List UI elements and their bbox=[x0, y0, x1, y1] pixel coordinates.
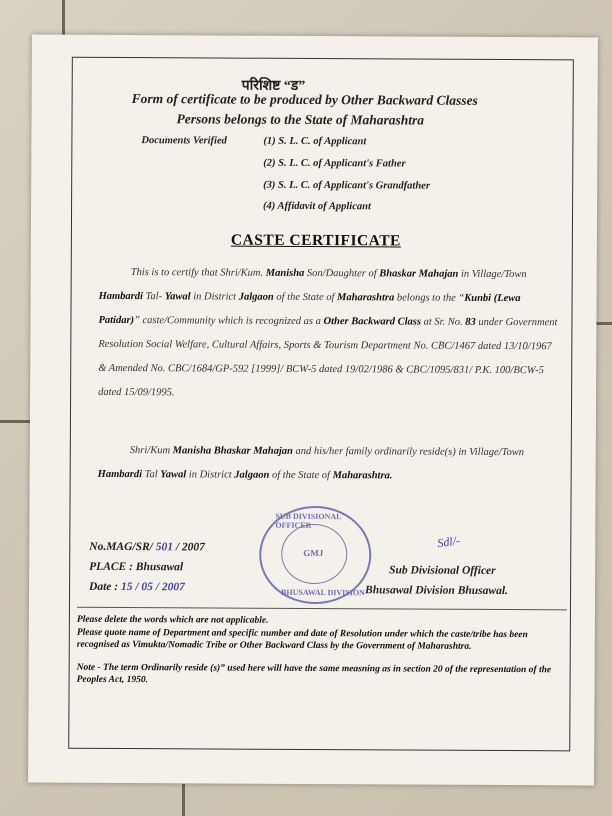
floor-tile-line bbox=[0, 420, 34, 423]
certificate-place: PLACE : Bhusawal bbox=[89, 560, 184, 574]
officer-division: Bhusawal Division Bhusawal. bbox=[365, 584, 508, 598]
certificate-number: No.MAG/SR/ 501 / 2007 bbox=[89, 540, 205, 554]
document-item: (4) Affidavit of Applicant bbox=[263, 200, 371, 213]
note-item: Please quote name of Department and specific number and date of Resolution under which the caste/tribe has been recognised as Vimukta/Nomadic Tribe or Other Backward Class by the Government of Maharashtra. bbox=[76, 627, 528, 652]
official-seal bbox=[259, 506, 372, 605]
form-heading-line1: Form of certificate to be produced by Other Backward Classes bbox=[131, 91, 478, 108]
seal-text-top: SUB DIVISIONAL OFFICER bbox=[275, 511, 342, 530]
officer-title: Sub Divisional Officer bbox=[389, 564, 496, 577]
note-item: Please delete the words which are not applicable. bbox=[76, 614, 269, 626]
document-item: (2) S. L. C. of Applicant's Father bbox=[263, 157, 406, 170]
certificate-date: Date : 15 / 05 / 2007 bbox=[89, 580, 185, 594]
document-item: (3) S. L. C. of Applicant's Grandfather bbox=[263, 179, 430, 192]
hindi-heading: परिशिष्ट “ड” bbox=[241, 78, 306, 94]
certificate-title: CASTE CERTIFICATE bbox=[230, 231, 401, 250]
seal-text-bottom: BHUSAWAL DIVISION bbox=[281, 587, 365, 598]
officer-signature: Sdl/- bbox=[436, 533, 461, 551]
certificate-body-paragraph: This is to certify that Shri/Kum. Manisha Son/Daughter of Bhaskar Mahajan in Village/Town Hambardi Tal- Yawal in District Jalgaon of the State of Maharashtra belongs to the “Kunbi (Lewa Patidar)” caste/Community which is recognized as a Other Backward Class at Sr. No. 83 under Government Resolution Social Welfare, Cultural Affairs, Sports & Tourism Department No. CBC/1467 dated 13/10/1967 & Amended No. CBC/1684/GP-592 [1999]/ BCW-5 dated 19/02/1986 & CBC/1095/831/ P.K. 100/BCW-5 dated 15/09/1995. bbox=[98, 267, 558, 399]
form-heading-line2: Persons belongs to the State of Maharashtra bbox=[176, 111, 425, 128]
document-item: (1) S. L. C. of Applicant bbox=[263, 135, 367, 148]
residence-paragraph: Shri/Kum Manisha Bhaskar Mahajan and his/her family ordinarily reside(s) in Village/Town Hambardi Tal Yawal in District Jalgaon of the State of Maharashtra. bbox=[97, 445, 525, 482]
documents-verified-label: Documents Verified bbox=[141, 135, 227, 147]
floor-tile-line bbox=[182, 784, 185, 816]
seal-text-center: GMJ bbox=[303, 547, 324, 559]
certificate-paper bbox=[28, 35, 598, 786]
note-item: Note - The term Ordinarily reside (s)” used here will have the same measning as in section 20 of the representation of the Peoples Act, 1950. bbox=[76, 662, 552, 685]
